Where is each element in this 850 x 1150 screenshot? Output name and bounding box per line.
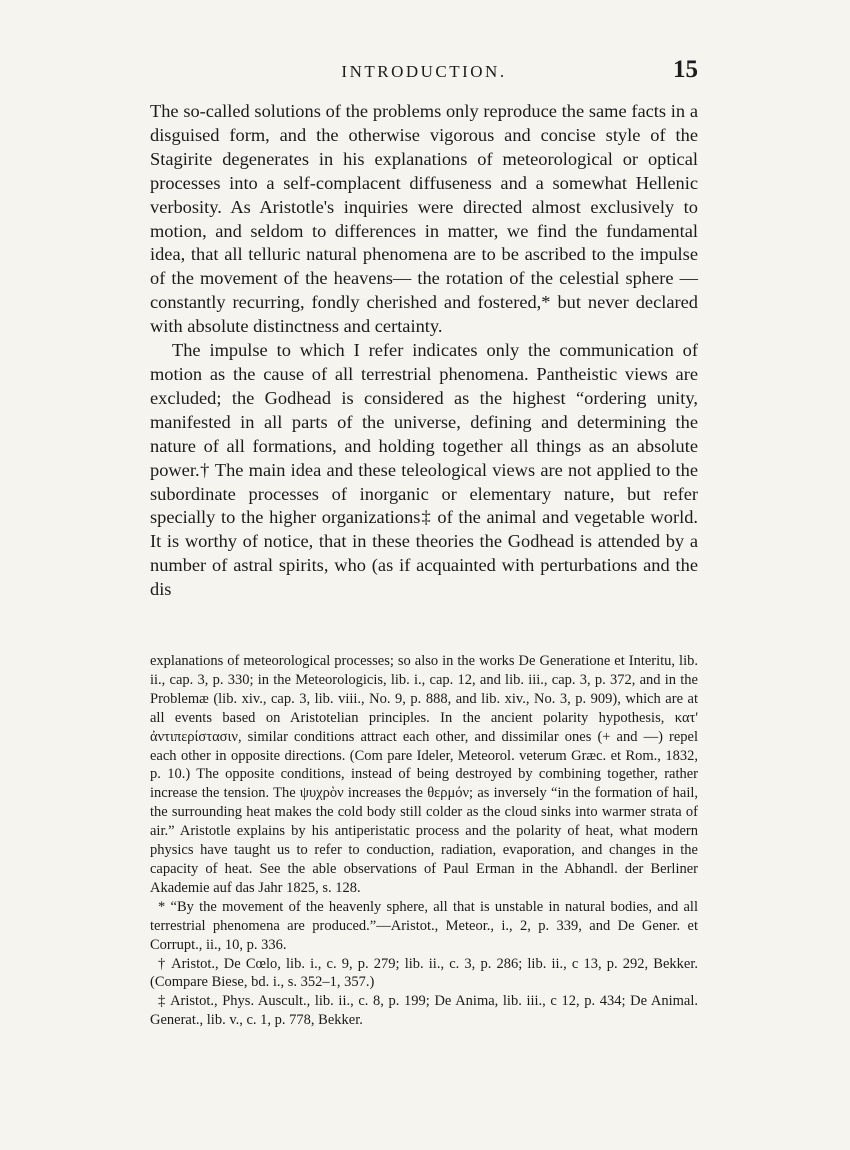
paragraph: The so-called solutions of the problems only reproduce the same facts in a disguised form, and the otherwise vigorous and concise style of the Stagirite degenerates in his explanations of meteorological or optical processes into a self-complacent diffuseness and a somewhat Hellenic verbosity. As Aristotle's inquiries were directed almost exclusively to motion, and seldom to differences in matter, we find the fundamental idea, that all telluric natural phenomena are to be ascribed to the impulse of the movement of the heavens— the rotation of the celestial sphere — constantly recurring, fondly cherished and fostered,* but never declared with absolute distinctness and certainty. bbox=[150, 101, 698, 337]
footnotes bbox=[150, 652, 698, 1030]
page-number: 15 bbox=[673, 56, 698, 83]
main-text bbox=[150, 100, 698, 602]
footnote-double-dagger: ‡ Aristot., Phys. Auscult., lib. ii., c. 8, p. 199; De Anima, lib. iii., c 12, p. 434; De Animal. Generat., lib. v., c. 1, p. 778, Bekker. bbox=[150, 993, 698, 1029]
footnote-star: * “By the movement of the heavenly sphere, all that is unstable in natural bodies, and all terrestrial phenomena are produced.”—Aristot., Meteor., i., 2, p. 339, and De Gener. et Corrupt., ii., 10, p. 336. bbox=[150, 898, 698, 953]
footnote-continued: explanations of meteorological processes; so also in the works De Generatione et Interitu, lib. ii., cap. 3, p. 330; in the Meteorologicis, lib. i., cap. 12, and lib. iii., cap. 3, p. 372, and in the Problemæ (lib. xiv., cap. 3, lib. viii., No. 9, p. 888, and lib. xiv., No. 3, p. 909), which are at all events based on Aristotelian principles. In the ancient polarity hypothesis, κατ' ἀντιπερίστασιν, similar conditions attract each other, and dissimilar ones (+ and —) repel each other in opposite directions. (Com pare Ideler, Meteorol. veterum Græc. et Rom., 1832, p. 10.) The opposite conditions, instead of being destroyed by combining together, rather increase the tension. The ψυχρὸν increases the θερμόν; as inversely “in the formation of hail, the surrounding heat makes the cold body still colder as the cloud sinks into warmer strata of air.” Aristotle explains by his antiperistatic process and the polarity of heat, what modern physics have taught us to refer to conduction, radiation, evaporation, and changes in the capacity of heat. See the able observations of Paul Erman in the Abhandl. der Berliner Akademie auf das Jahr 1825, s. 128. bbox=[150, 653, 698, 896]
paragraph: The impulse to which I refer indicates only the communication of motion as the cause of all terrestrial phenomena. Pantheistic views are excluded; the Godhead is considered as the highest “ordering unity, manifested in all parts of the universe, defining and determining the nature of all formations, and holding together all things as an absolute power.† The main idea and these teleological views are not applied to the subordinate processes of inorganic or elementary nature, but refer specially to the higher organizations‡ of the animal and vegetable world. It is worthy of notice, that in these theories the Godhead is attended by a number of astral spirits, who (as if acquainted with perturbations and the dis bbox=[150, 340, 698, 600]
page-header bbox=[150, 58, 698, 84]
running-head: INTRODUCTION. bbox=[341, 62, 507, 81]
footnote-dagger: † Aristot., De Cœlo, lib. i., c. 9, p. 279; lib. ii., c. 3, p. 286; lib. ii., c 13, p. 292, Bekker. (Compare Biese, bd. i., s. 352–1, 357.) bbox=[150, 955, 698, 991]
